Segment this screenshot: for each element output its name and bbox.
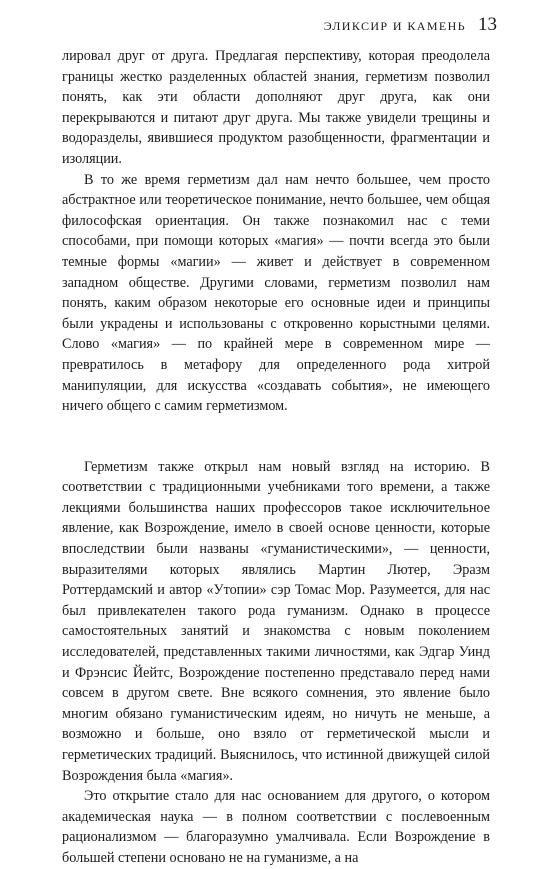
paragraph: Это открытие стало для нас основанием для другого, о котором академическая наука — в полном соответствии с послевоенным рационализмом — благоразумно умалчивала. Если Возрождение в большей степени основано не на гуманизме, а на — [62, 788, 490, 866]
paragraph-section-start: Герметизм также открыл нам новый взгляд на историю. В соответствии с традиционными учебниками того времени, а также лекциями большинства наших профессоров такое исключительное явление, как Возрождение, имело в своей основе ценности, которые впоследствии были названы «гуманистическими», — ценности, выразителями которых являлись Мартин Лютер, Эразм Роттердамский и автор «Утопии» сэр Томас Мор. Разумеется, для нас был привлекателен такого рода гуманизм. Однако в процессе самостоятельных занятий и знакомства с новым поколением исследователей, представленных такими личностями, как Эдгар Уинд и Фрэнсис Йейтс, Возрождение постепенно представало перед нами совсем в другом свете. Вне всякого сомнения, это явление было многим обязано гуманистическим идеям, но ничуть не меньше, а возможно и больше, оно взяло от герметической мысли и герметических традиций. Выяснилось, что истинной движущей силой Возрождения была «магия». — [62, 458, 490, 784]
running-title: ЭЛИКСИР И КАМЕНЬ — [323, 19, 466, 33]
running-head — [324, 14, 497, 36]
body-text — [62, 46, 490, 869]
paragraph-continued: лировал друг от друга. Предлагая перспективу, которая преодолела границы жестко разделенных областей знания, герметизм позволил понять, как эти области дополняют друг друга, как они перекрываются и питают друг друга. Мы также увидели трещины и водоразделы, явившиеся продуктом разобщенности, фрагментации и изоляции. — [62, 48, 490, 167]
page-number: 13 — [478, 14, 497, 35]
paragraph: В то же время герметизм дал нам нечто большее, чем просто абстрактное или теоретическое понимание, нечто большее, чем общая философская ориентация. Он также познакомил нас с теми способами, при помощи которых «магия» — почти всегда это были темные формы «магии» — живет и действует в современном западном обществе. Другими словами, герметизм позволил нам понять, каким образом некоторые его основные идеи и принципы были украдены и использованы с откровенно корыстными целями. Слово «магия» — по крайней мере в современном мире — превратилось в метафору для определенного рода хитрой манипуляции, для искусства «создавать события», не имеющего ничего общего с самим герметизмом. — [62, 171, 490, 415]
